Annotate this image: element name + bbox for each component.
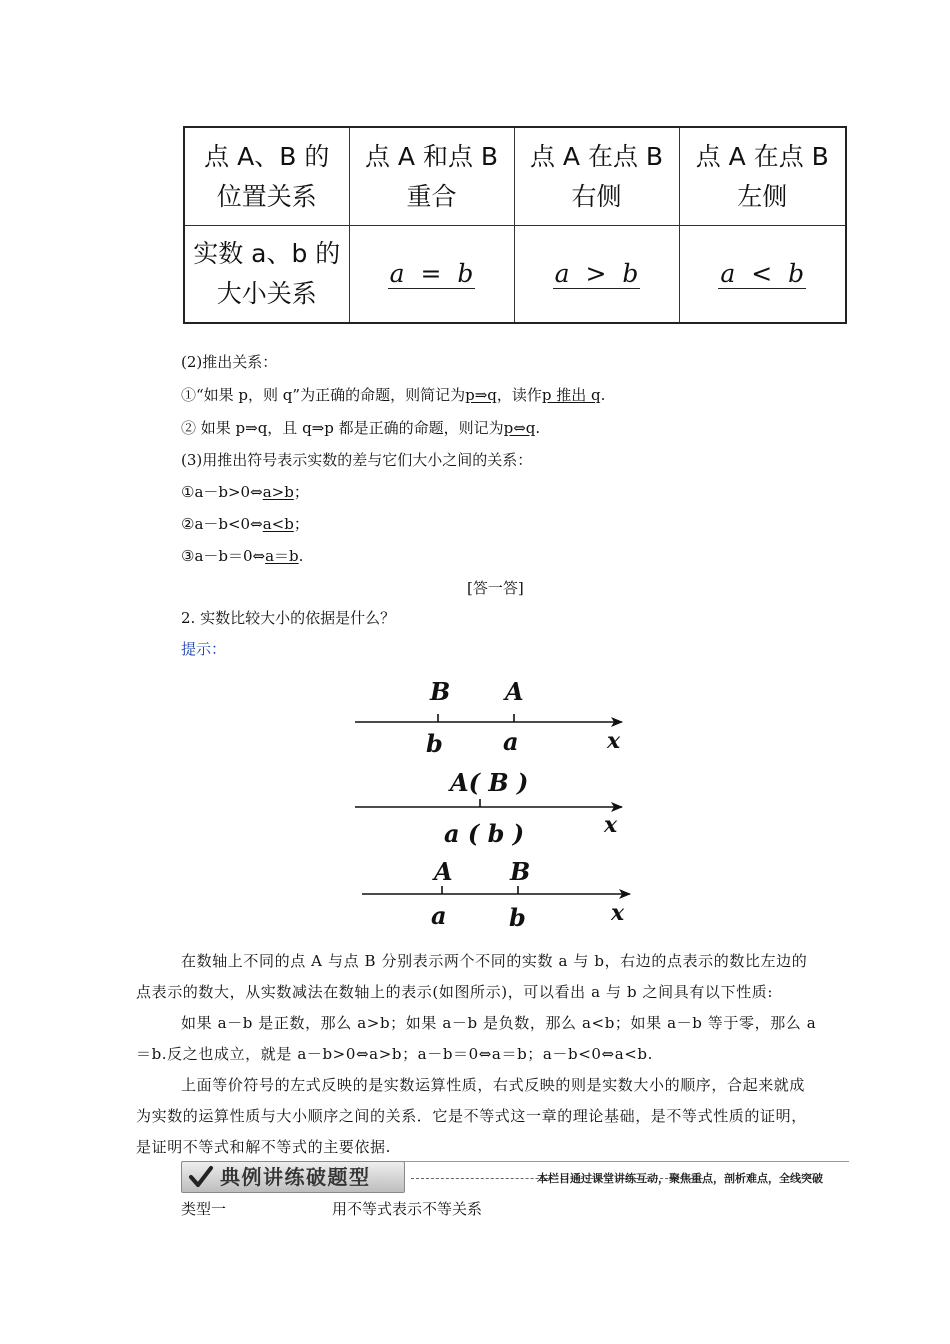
label-A-1: A — [505, 677, 524, 706]
axis-x-1: x — [607, 728, 621, 754]
label-ab-2: a ( b ) — [444, 819, 525, 848]
section2-title: (2)推出关系： — [181, 353, 278, 371]
label-B-1: B — [430, 677, 451, 706]
banner-box — [181, 1161, 405, 1193]
paragraph-3: 上面等价符号的左式反映的是实数运算性质，右式反映的则是实数大小的顺序，合起来就成为实数的运算性质与大小顺序之间的关系．它是不等式这一章的理论基础，是不等式性质的证明，是证明不等式和解不等式的主要依据. — [136, 1076, 807, 1156]
question: 2. 实数比较大小的依据是什么？ — [181, 609, 396, 627]
table-cell — [349, 226, 514, 324]
label-a-3: a — [431, 901, 447, 930]
table-cell — [514, 226, 679, 324]
table-header-cell: 点 A 在点 B 左侧 — [679, 127, 846, 226]
qa-heading: [答一答] — [467, 579, 524, 597]
banner-subtitle: 本栏目通过课堂讲练互动，聚焦重点，剖析难点，全线突破 — [537, 1172, 823, 1185]
section2-item2: ② 如果 p⇒q，且 q⇒p 都是正确的命题，则记为p⇔q. — [181, 419, 541, 437]
label-B-3: B — [510, 857, 531, 886]
type-title: 用不等式表示不等关系 — [332, 1200, 483, 1218]
section3-item1: ①a－b>0⇔a>b； — [181, 483, 309, 501]
table-header-cell: 点 A、B 的 位置关系 — [184, 127, 349, 226]
section3-item2: ②a－b<0⇔a<b； — [181, 515, 309, 533]
table-row — [184, 226, 846, 324]
label-A-3: A — [434, 857, 453, 886]
number-line-figure — [340, 672, 650, 934]
table-header-cell: 点 A 在点 B 右侧 — [514, 127, 679, 226]
paragraph-1: 在数轴上不同的点 A 与点 B 分别表示两个不同的实数 a 与 b，右边的点表示的数比左边的点表示的数大，从实数减法在数轴上的表示(如图所示)，可以看出 a 与 b 之间具有以下性质: — [136, 952, 808, 1001]
section3-item3: ③a－b＝0⇔a＝b. — [181, 547, 304, 565]
section3-title: (3)用推出符号表示实数的差与它们大小之间的关系： — [181, 451, 533, 469]
relation-greater: a > b — [554, 259, 639, 288]
table-header-cell: 点 A 和点 B 重合 — [349, 127, 514, 226]
banner-title: 典例讲练破题型 — [220, 1165, 371, 1189]
type-label: 类型一 — [181, 1200, 227, 1218]
section2-item1: ①“如果 p，则 q”为正确的命题，则简记为p⇒q，读作p 推出 q. — [181, 386, 606, 404]
table-label-cell: 实数 a、b 的 大小关系 — [184, 226, 349, 324]
table-cell — [679, 226, 846, 324]
axis-x-3: x — [611, 900, 625, 926]
section-banner — [181, 1161, 849, 1193]
hint-label: 提示： — [181, 640, 227, 658]
paragraph-2: 如果 a－b 是正数，那么 a>b；如果 a－b 是负数，那么 a<b；如果 a－b 等于零，那么 a＝b.反之也成立，就是 a－b>0⇔a>b；a－b＝0⇔a＝b；a－b<0⇔a<b. — [136, 1014, 817, 1063]
relation-table — [183, 126, 847, 324]
label-b-3: b — [509, 903, 526, 932]
label-AB-2: A( B ) — [450, 768, 529, 797]
axis-x-2: x — [604, 812, 618, 838]
label-a-1: a — [503, 727, 519, 756]
relation-equal: a = b — [389, 259, 474, 288]
label-b-1: b — [426, 729, 443, 758]
checkmark-icon — [188, 1165, 214, 1189]
banner-rule — [403, 1161, 849, 1162]
relation-less: a < b — [720, 259, 805, 288]
table-row — [184, 127, 846, 226]
